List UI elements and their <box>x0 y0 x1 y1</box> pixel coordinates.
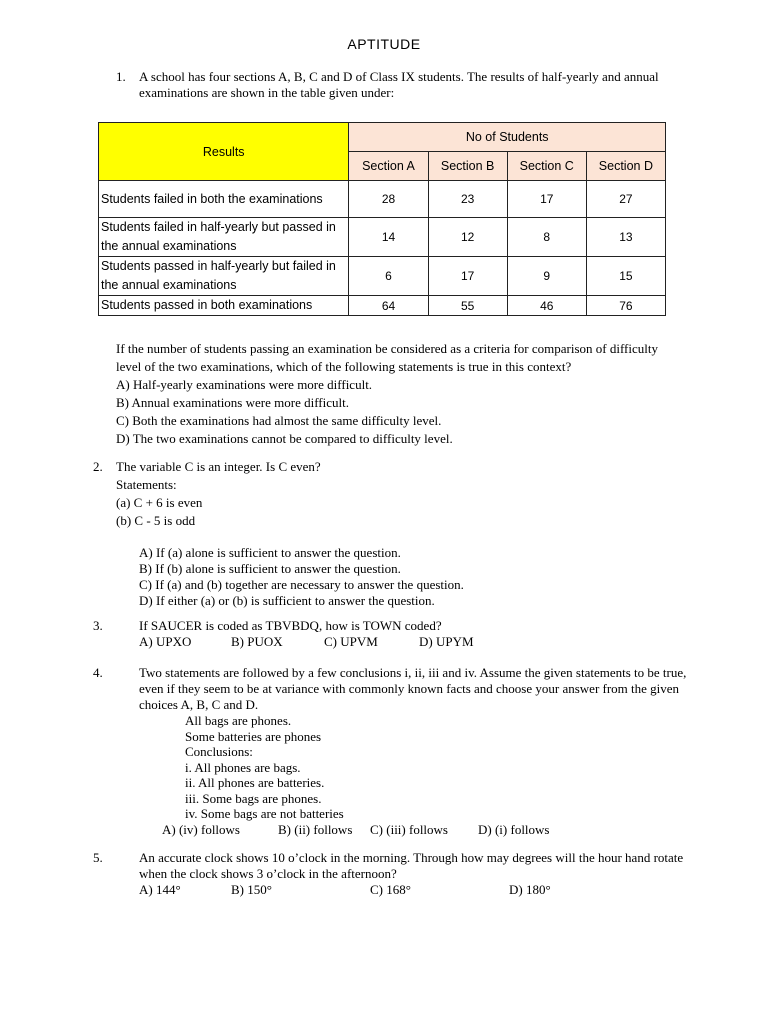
row-label: Students failed in half-yearly but passed in the annual examinations <box>99 218 349 257</box>
row-label: Students passed in both examinations <box>99 296 349 316</box>
question-4 <box>93 665 693 838</box>
option: A) Half-yearly examinations were more difficult. <box>116 377 373 392</box>
question-text: A school has four sections A, B, C and D of Class IX students. The results of half-yearly and annual examinations are shown in the table given under: <box>139 69 659 100</box>
statement: All bags are phones. <box>185 713 292 728</box>
page-title: APTITUDE <box>347 36 421 52</box>
question-1 <box>116 69 696 101</box>
results-table <box>98 122 666 316</box>
question-text: An accurate clock shows 10 o’clock in the morning. Through how may degrees will the hour hand rotate when the clock shows 3 o’clock in the afternoon? <box>139 850 684 881</box>
question-3 <box>93 618 693 650</box>
conclusion: iii. Some bags are phones. <box>185 790 322 806</box>
row-label: Students passed in half-yearly but failed in the annual examinations <box>99 257 349 296</box>
table-cell: 9 <box>507 257 586 296</box>
option: D) 180° <box>509 882 551 897</box>
section-header: Section D <box>586 152 665 181</box>
section-header: Section A <box>349 152 428 181</box>
table-cell: 28 <box>349 181 428 218</box>
table-cell: 76 <box>586 296 665 316</box>
question-number: 3. <box>93 618 103 633</box>
option: A) 144° <box>139 882 181 897</box>
conclusions-label: Conclusions: <box>185 744 253 759</box>
question-2 <box>93 458 693 609</box>
table-cell: 14 <box>349 218 428 257</box>
table-cell: 17 <box>507 181 586 218</box>
option: D) UPYM <box>419 634 474 649</box>
table-cell: 27 <box>586 181 665 218</box>
question-number: 1. <box>116 69 126 84</box>
table-row <box>99 257 666 296</box>
option: C) (iii) follows <box>370 821 448 837</box>
table-cell: 12 <box>428 218 507 257</box>
table-row <box>99 296 666 316</box>
conclusion: i. All phones are bags. <box>185 759 301 775</box>
table-cell: 55 <box>428 296 507 316</box>
question-text: If the number of students passing an examination be considered as a criteria for comparison of difficulty level of the two examinations, which of the following statements is true in this context? <box>116 341 658 374</box>
option: A) If (a) alone is sufficient to answer the question. <box>139 545 401 560</box>
option: B) If (b) alone is sufficient to answer the question. <box>139 561 401 576</box>
table-cell: 15 <box>586 257 665 296</box>
option: B) PUOX <box>231 634 283 649</box>
question-number: 4. <box>93 665 103 680</box>
statement: (a) C + 6 is even <box>116 495 203 510</box>
option: B) (ii) follows <box>278 821 353 837</box>
statements-label: Statements: <box>116 477 177 492</box>
option: B) Annual examinations were more difficult. <box>116 395 349 410</box>
option: C) UPVM <box>324 634 378 649</box>
conclusion: ii. All phones are batteries. <box>185 775 325 790</box>
option: B) 150° <box>231 882 272 897</box>
option: C) 168° <box>370 882 411 897</box>
table-cell: 6 <box>349 257 428 296</box>
no-of-students-header: No of Students <box>349 123 666 152</box>
question-text: If SAUCER is coded as TBVBDQ, how is TOWN coded? <box>139 618 442 633</box>
question-text: The variable C is an integer. Is C even? <box>116 459 321 474</box>
option: A) UPXO <box>139 634 192 649</box>
table-row <box>99 218 666 257</box>
question-number: 2. <box>93 459 103 474</box>
table-cell: 64 <box>349 296 428 316</box>
table-cell: 23 <box>428 181 507 218</box>
option: A) (iv) follows <box>162 821 240 837</box>
table-row <box>99 181 666 218</box>
option: D) The two examinations cannot be compared to difficulty level. <box>116 431 453 446</box>
option: C) If (a) and (b) together are necessary to answer the question. <box>139 577 464 592</box>
table-cell: 46 <box>507 296 586 316</box>
option: D) (i) follows <box>478 821 550 837</box>
option: D) If either (a) or (b) is sufficient to answer the question. <box>139 593 435 608</box>
table-cell: 13 <box>586 218 665 257</box>
question-number: 5. <box>93 850 103 865</box>
question-text: Two statements are followed by a few conclusions i, ii, iii and iv. Assume the given statements to be true, even if they seem to be at variance with commonly known facts and choose your answer from the given choices A, B, C and D. <box>139 665 687 712</box>
section-header: Section B <box>428 152 507 181</box>
question-1-prompt <box>116 340 686 448</box>
statement: (b) C - 5 is odd <box>116 513 196 528</box>
question-5 <box>93 850 693 898</box>
table-cell: 17 <box>428 257 507 296</box>
statement: Some batteries are phones <box>185 728 322 744</box>
row-label: Students failed in both the examinations <box>99 181 349 218</box>
option: C) Both the examinations had almost the same difficulty level. <box>116 413 442 428</box>
table-cell: 8 <box>507 218 586 257</box>
conclusion: iv. Some bags are not batteries <box>185 806 344 821</box>
results-header: Results <box>99 123 349 181</box>
section-header: Section C <box>507 152 586 181</box>
